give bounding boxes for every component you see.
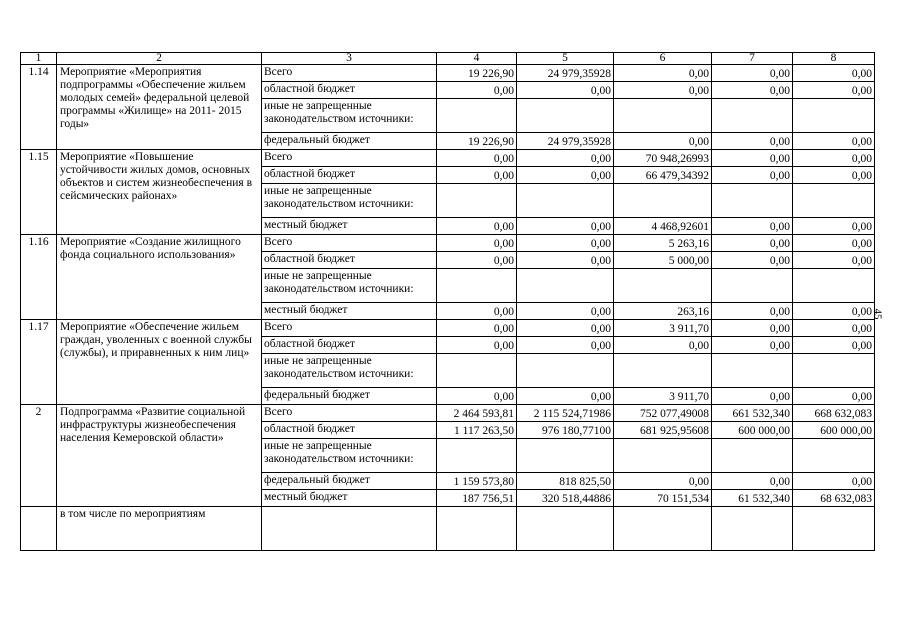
amount-cell <box>437 184 517 218</box>
amount-cell: 818 825,50 <box>517 473 614 490</box>
amount-cell: 0,00 <box>517 252 614 269</box>
amount-cell: 0,00 <box>712 150 793 167</box>
amount-cell: 0,00 <box>517 320 614 337</box>
empty-cell <box>712 507 793 551</box>
header-cell: 1 <box>21 53 57 65</box>
amount-cell: 0,00 <box>437 150 517 167</box>
amount-cell: 24 979,35928 <box>517 133 614 150</box>
amount-cell: 0,00 <box>793 82 875 99</box>
funding-source: иные не запрещенные законодательством источники: <box>262 439 437 473</box>
header-cell: 2 <box>57 53 262 65</box>
amount-cell: 0,00 <box>712 303 793 320</box>
amount-cell: 0,00 <box>614 133 712 150</box>
amount-cell: 0,00 <box>793 218 875 235</box>
amount-cell: 600 000,00 <box>712 422 793 439</box>
table-row <box>21 405 875 422</box>
amount-cell <box>712 269 793 303</box>
header-cell: 7 <box>712 53 793 65</box>
amount-cell: 0,00 <box>517 303 614 320</box>
empty-cell <box>517 507 614 551</box>
amount-cell: 0,00 <box>712 167 793 184</box>
funding-source: Всего <box>262 405 437 422</box>
empty-cell <box>793 507 875 551</box>
amount-cell: 263,16 <box>614 303 712 320</box>
funding-source: федеральный бюджет <box>262 133 437 150</box>
row-code: 1.17 <box>21 320 57 405</box>
funding-source: иные не запрещенные законодательством источники: <box>262 354 437 388</box>
amount-cell: 0,00 <box>517 150 614 167</box>
amount-cell: 0,00 <box>517 218 614 235</box>
amount-cell: 24 979,35928 <box>517 65 614 82</box>
amount-cell <box>517 269 614 303</box>
amount-cell: 661 532,340 <box>712 405 793 422</box>
amount-cell: 0,00 <box>517 82 614 99</box>
amount-cell: 0,00 <box>793 337 875 354</box>
amount-cell: 0,00 <box>793 133 875 150</box>
header-cell: 3 <box>262 53 437 65</box>
amount-cell: 0,00 <box>712 473 793 490</box>
row-name: Мероприятие «Обеспечение жильем граждан, уволенных с военной службы (службы), и приравненных к ним лиц» <box>57 320 262 405</box>
row-name: Мероприятие «Создание жилищного фонда социального использования» <box>57 235 262 320</box>
amount-cell: 0,00 <box>517 167 614 184</box>
funding-source: местный бюджет <box>262 303 437 320</box>
amount-cell: 0,00 <box>712 388 793 405</box>
header-cell: 5 <box>517 53 614 65</box>
amount-cell: 0,00 <box>793 65 875 82</box>
funding-source: Всего <box>262 320 437 337</box>
amount-cell: 5 000,00 <box>614 252 712 269</box>
table-row <box>21 65 875 82</box>
amount-cell <box>793 184 875 218</box>
amount-cell: 0,00 <box>437 337 517 354</box>
row-name: Мероприятие «Повышение устойчивости жилых домов, основных объектов и систем жизнеобеспечения в сейсмических районах» <box>57 150 262 235</box>
amount-cell <box>437 354 517 388</box>
amount-cell: 0,00 <box>614 82 712 99</box>
header-cell: 8 <box>793 53 875 65</box>
amount-cell: 0,00 <box>793 235 875 252</box>
amount-cell <box>614 354 712 388</box>
amount-cell: 0,00 <box>793 252 875 269</box>
funding-source: Всего <box>262 150 437 167</box>
amount-cell: 2 115 524,71986 <box>517 405 614 422</box>
amount-cell <box>517 184 614 218</box>
amount-cell: 0,00 <box>437 303 517 320</box>
funding-source: областной бюджет <box>262 252 437 269</box>
amount-cell: 0,00 <box>793 320 875 337</box>
amount-cell: 0,00 <box>712 65 793 82</box>
funding-source: местный бюджет <box>262 218 437 235</box>
amount-cell: 0,00 <box>517 235 614 252</box>
amount-cell: 0,00 <box>793 303 875 320</box>
amount-cell: 0,00 <box>614 473 712 490</box>
amount-cell: 68 632,083 <box>793 490 875 507</box>
amount-cell: 0,00 <box>712 320 793 337</box>
amount-cell: 1 159 573,80 <box>437 473 517 490</box>
amount-cell: 600 000,00 <box>793 422 875 439</box>
funding-source: федеральный бюджет <box>262 473 437 490</box>
row-code: 1.15 <box>21 150 57 235</box>
budget-table-sheet <box>20 52 874 551</box>
amount-cell: 0,00 <box>793 167 875 184</box>
amount-cell <box>517 439 614 473</box>
amount-cell <box>614 184 712 218</box>
row-name: Мероприятие «Мероприятия подпрограммы «Обеспечение жильем молодых семей» федеральной целевой программы «Жилище» на 2011- 2015 годы» <box>57 65 262 150</box>
row-code: 2 <box>21 405 57 507</box>
amount-cell <box>517 99 614 133</box>
funding-source: областной бюджет <box>262 167 437 184</box>
budget-table <box>20 52 875 551</box>
funding-source: Всего <box>262 235 437 252</box>
row-code: 1.14 <box>21 65 57 150</box>
amount-cell: 0,00 <box>712 235 793 252</box>
amount-cell <box>793 269 875 303</box>
table-row <box>21 235 875 252</box>
row-name: Подпрограмма «Развитие социальной инфраструктуры жизнеобеспечения населения Кемеровской области» <box>57 405 262 507</box>
funding-source: местный бюджет <box>262 490 437 507</box>
amount-cell: 3 911,70 <box>614 320 712 337</box>
amount-cell: 0,00 <box>437 167 517 184</box>
amount-cell: 2 464 593,81 <box>437 405 517 422</box>
amount-cell: 976 180,77100 <box>517 422 614 439</box>
row-name: в том числе по мероприятиям <box>57 507 262 551</box>
amount-cell: 70 151,534 <box>614 490 712 507</box>
empty-cell <box>262 507 437 551</box>
row-code <box>21 507 57 551</box>
amount-cell: 3 911,70 <box>614 388 712 405</box>
amount-cell: 0,00 <box>712 337 793 354</box>
amount-cell: 0,00 <box>517 337 614 354</box>
table-row <box>21 320 875 337</box>
funding-source: Всего <box>262 65 437 82</box>
funding-source: областной бюджет <box>262 422 437 439</box>
amount-cell: 5 263,16 <box>614 235 712 252</box>
funding-source: иные не запрещенные законодательством источники: <box>262 99 437 133</box>
amount-cell <box>517 354 614 388</box>
table-row <box>21 150 875 167</box>
amount-cell: 19 226,90 <box>437 65 517 82</box>
amount-cell: 1 117 263,50 <box>437 422 517 439</box>
amount-cell: 668 632,083 <box>793 405 875 422</box>
amount-cell <box>712 354 793 388</box>
amount-cell: 320 518,44886 <box>517 490 614 507</box>
page-number: 45 <box>871 308 884 320</box>
amount-cell <box>437 439 517 473</box>
amount-cell: 752 077,49008 <box>614 405 712 422</box>
amount-cell: 0,00 <box>517 388 614 405</box>
funding-source: областной бюджет <box>262 337 437 354</box>
amount-cell: 70 948,26993 <box>614 150 712 167</box>
header-row <box>21 53 875 65</box>
amount-cell: 0,00 <box>712 133 793 150</box>
amount-cell: 0,00 <box>614 65 712 82</box>
amount-cell <box>712 184 793 218</box>
amount-cell: 0,00 <box>712 252 793 269</box>
funding-source: иные не запрещенные законодательством источники: <box>262 184 437 218</box>
empty-cell <box>437 507 517 551</box>
amount-cell <box>614 439 712 473</box>
amount-cell <box>793 99 875 133</box>
amount-cell: 187 756,51 <box>437 490 517 507</box>
amount-cell: 0,00 <box>712 218 793 235</box>
table-row <box>21 507 875 551</box>
amount-cell: 0,00 <box>437 320 517 337</box>
funding-source: федеральный бюджет <box>262 388 437 405</box>
amount-cell: 0,00 <box>793 150 875 167</box>
amount-cell <box>712 439 793 473</box>
amount-cell: 66 479,34392 <box>614 167 712 184</box>
amount-cell <box>437 99 517 133</box>
amount-cell: 0,00 <box>793 388 875 405</box>
amount-cell: 0,00 <box>437 235 517 252</box>
amount-cell: 0,00 <box>437 218 517 235</box>
amount-cell: 0,00 <box>437 82 517 99</box>
header-cell: 6 <box>614 53 712 65</box>
amount-cell <box>614 269 712 303</box>
funding-source: областной бюджет <box>262 82 437 99</box>
amount-cell: 0,00 <box>793 473 875 490</box>
empty-cell <box>614 507 712 551</box>
amount-cell: 4 468,92601 <box>614 218 712 235</box>
amount-cell: 0,00 <box>437 388 517 405</box>
amount-cell: 19 226,90 <box>437 133 517 150</box>
amount-cell <box>793 354 875 388</box>
amount-cell: 0,00 <box>712 82 793 99</box>
amount-cell <box>437 269 517 303</box>
amount-cell <box>614 99 712 133</box>
amount-cell <box>712 99 793 133</box>
amount-cell: 0,00 <box>437 252 517 269</box>
amount-cell: 681 925,95608 <box>614 422 712 439</box>
amount-cell: 61 532,340 <box>712 490 793 507</box>
funding-source: иные не запрещенные законодательством источники: <box>262 269 437 303</box>
amount-cell: 0,00 <box>614 337 712 354</box>
amount-cell <box>793 439 875 473</box>
row-code: 1.16 <box>21 235 57 320</box>
header-cell: 4 <box>437 53 517 65</box>
